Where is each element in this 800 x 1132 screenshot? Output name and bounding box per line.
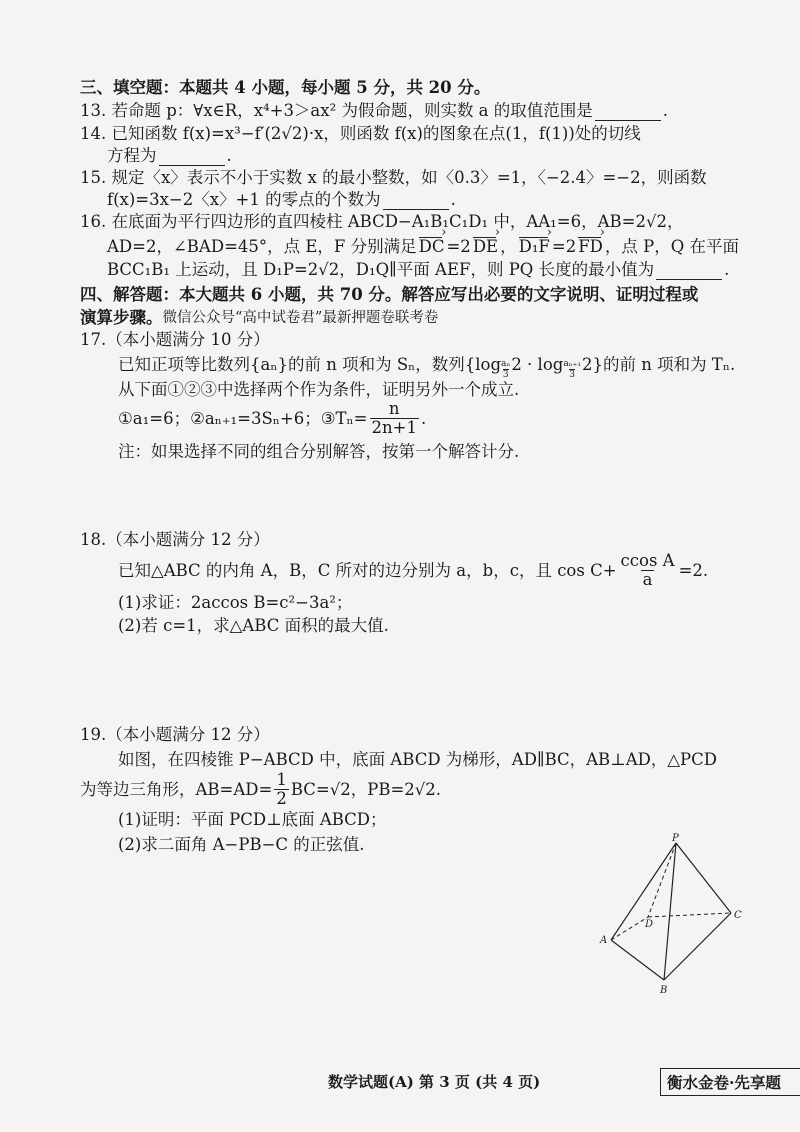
q17-log-base-2-num: aₙ₊₁ (563, 359, 581, 369)
wechat-note: 微信公众号“高中试卷君”最新押题卷联考卷 (162, 310, 439, 326)
q18-head (80, 529, 270, 551)
q16-text-2a: AD=2，∠BAD=45°，点 E，F 分别满足 (107, 237, 417, 256)
vertex-label-c: C (734, 910, 742, 921)
q18-text-1b: =2. (678, 560, 709, 580)
q17-log-base-1-num: aₙ (501, 359, 511, 369)
q19-line-4 (118, 834, 365, 856)
q19-text-3: (1)证明：平面 PCD⊥底面 ABCD； (118, 810, 387, 829)
q14-end: . (226, 146, 232, 165)
q13-line (80, 100, 668, 122)
q18-text-2: (1)求证：2accos B=c²−3a²； (118, 593, 353, 612)
q19-fraction (274, 771, 289, 808)
q17-fraction-num: n (388, 399, 400, 418)
q17-log-base-1 (501, 359, 510, 380)
q18-fraction-den: a (642, 570, 653, 589)
section-3-heading (80, 77, 490, 99)
q14-line-2 (107, 145, 232, 167)
q16-eq-1: =2 (446, 237, 471, 256)
q13-end: . (662, 101, 669, 120)
q16-answer-blank (656, 261, 722, 280)
q17-text-3a: ①a₁=6；②aₙ₊₁=3Sₙ+6；③Tₙ= (118, 408, 368, 428)
q17-text-3b: . (420, 408, 427, 428)
q17-head-text: 17.（本小题满分 10 分） (80, 330, 270, 349)
q17-head (80, 329, 270, 351)
q16-line-1 (80, 211, 684, 233)
q16-line-2 (107, 236, 739, 258)
section-4-heading-text-2: 演算步骤。 (80, 308, 163, 327)
q17-log-base-2 (563, 359, 581, 380)
q16-text-2b: ，点 P，Q 在平面 (604, 237, 740, 256)
page-footer (328, 1071, 540, 1093)
pyramid-figure (595, 830, 750, 1000)
q19-head (80, 724, 270, 746)
q17-log-base-1-den: 3 (502, 370, 509, 380)
q16-comma: ， (500, 237, 517, 256)
q15-answer-blank (383, 191, 449, 210)
q14-text-2: 方程为 (107, 146, 157, 165)
q19-text-2a: 为等边三角形，AB=AD= (80, 779, 273, 799)
q17-text-1b: 2 · log (511, 354, 564, 374)
vertex-label-d: D (645, 919, 654, 930)
q17-line-1 (118, 349, 735, 380)
edge-pd (648, 843, 676, 917)
page-footer-text: 数学试题(A) 第 3 页 (共 4 页) (328, 1073, 541, 1091)
q17-fraction-den: 2n+1 (371, 418, 417, 437)
section-4-heading (80, 284, 698, 306)
edge-ab (611, 940, 664, 980)
q15-text-1: 15. 规定〈x〉表示不小于实数 x 的最小整数，如〈0.3〉=1，〈−2.4〉=−2，则函数 (80, 168, 707, 187)
q16-text-1: 16. 在底面为平行四边形的直四棱柱 ABCD−A₁B₁C₁D₁ 中，AA₁=6，AB=2√2， (80, 212, 684, 231)
section-4-heading-text: 四、解答题：本大题共 6 小题，共 70 分。解答应写出必要的文字说明、证明过程或 (80, 285, 699, 304)
q14-answer-blank (159, 147, 225, 166)
vector-d1f: D₁F › (519, 236, 550, 258)
q17-fraction (370, 400, 419, 437)
q19-fraction-den: 2 (276, 789, 287, 808)
vector-de: DE › (473, 236, 498, 258)
q13-text: 13. 若命题 p：∀x∈R，x⁴+3＞ax² 为假命题，则实数 a 的取值范围是 (80, 101, 593, 120)
section-3-heading-text: 三、填空题：本题共 4 小题，每小题 5 分，共 20 分。 (80, 78, 491, 97)
q18-line-1 (118, 552, 708, 589)
q16-text-3: BCC₁B₁ 上运动，且 D₁P=2√2，D₁Q∥平面 AEF，则 PQ 长度的最小值为 (107, 260, 655, 279)
q17-text-2: 从下面①②③中选择两个作为条件，证明另外一个成立. (118, 380, 520, 399)
vector-fd: FD › (578, 236, 603, 258)
vertex-label-p: P (672, 833, 679, 844)
q16-line-3 (107, 259, 729, 281)
section-4-heading-line-2 (80, 307, 438, 329)
q17-text-1c: 2}的前 n 项和为 Tₙ. (581, 354, 736, 374)
edge-pa (611, 843, 676, 940)
q19-head-text: 19.（本小题满分 12 分） (80, 725, 270, 744)
edge-ad (611, 917, 648, 940)
q19-text-1: 如图，在四棱锥 P−ABCD 中，底面 ABCD 为梯形，AD∥BC，AB⊥AD，△PCD (118, 750, 717, 769)
edge-pc (676, 843, 731, 913)
edge-dc (648, 913, 731, 917)
q15-text-2: f(x)=3x−2〈x〉+1 的零点的个数为 (107, 190, 381, 209)
q19-line-1 (118, 749, 717, 771)
q16-eq-2: =2 (551, 237, 577, 256)
q19-line-2 (80, 771, 441, 808)
edge-bc (664, 913, 731, 980)
q17-line-4 (118, 441, 519, 463)
vertex-label-a: A (600, 935, 608, 946)
q17-log-base-2-den: 3 (569, 370, 575, 380)
q19-text-4: (2)求二面角 A−PB−C 的正弦值. (118, 835, 365, 854)
brand-box (660, 1068, 800, 1096)
edge-pb (664, 843, 676, 980)
q15-line-1 (80, 167, 707, 189)
q18-text-3: (2)若 c=1，求△ABC 面积的最大值. (118, 616, 389, 635)
brand-text: 衡水金卷·先享题 (667, 1073, 781, 1092)
q17-text-1a: 已知正项等比数列{aₙ}的前 n 项和为 Sₙ，数列{log (118, 354, 502, 374)
q19-fraction-num: 1 (276, 770, 287, 789)
q14-text-1: 14. 已知函数 f(x)=x³−f′(2√2)·x，则函数 f(x)的图象在点(1，f(1))处的切线 (80, 124, 641, 143)
q18-line-3 (118, 615, 389, 637)
q18-head-text: 18.（本小题满分 12 分） (80, 530, 270, 549)
q13-answer-blank (595, 102, 661, 121)
vertex-label-b: B (660, 985, 668, 996)
q19-text-2b: BC=√2，PB=2√2. (290, 779, 442, 799)
q18-line-2 (118, 592, 352, 614)
q16-end: . (724, 260, 730, 279)
q17-line-2 (118, 379, 519, 401)
q17-line-3 (118, 400, 426, 437)
q15-line-2 (107, 189, 456, 211)
q15-end: . (450, 190, 456, 209)
vector-dc: DC › (419, 236, 445, 258)
q19-line-3 (118, 809, 387, 831)
q18-fraction (619, 552, 677, 589)
q18-text-1a: 已知△ABC 的内角 A，B，C 所对的边分别为 a，b，c，且 cos C+ (118, 560, 617, 580)
q17-text-4: 注：如果选择不同的组合分别解答，按第一个解答计分. (118, 442, 520, 461)
q18-fraction-num: ccos A (620, 551, 675, 570)
q14-line-1 (80, 123, 641, 145)
